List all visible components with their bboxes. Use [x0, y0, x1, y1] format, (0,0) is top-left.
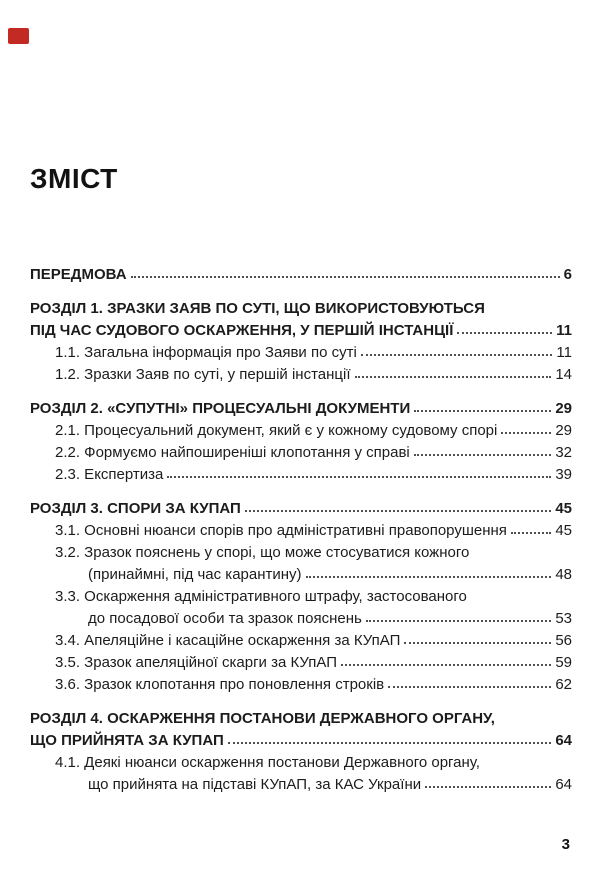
- dot-leader: [388, 686, 551, 688]
- toc-entry-label: (принаймні, під час карантину): [88, 566, 302, 583]
- toc-entry: [30, 627, 572, 649]
- toc-entry-label: ПЕРЕДМОВА: [30, 266, 127, 283]
- toc-entry-line: [30, 295, 572, 317]
- dot-leader: [361, 354, 553, 356]
- dot-leader: [167, 476, 551, 478]
- toc-entry: [30, 339, 572, 361]
- toc-page-number: 29: [555, 422, 572, 439]
- toc-entry-line: [30, 649, 572, 671]
- dot-leader: [404, 642, 551, 644]
- toc-entry-label: 2.2. Формуємо найпоширеніші клопотання у справі: [55, 444, 410, 461]
- toc-page-number: 62: [555, 676, 572, 693]
- dot-leader: [131, 276, 560, 278]
- toc-entry: [30, 671, 572, 693]
- toc-entry: [30, 461, 572, 483]
- toc-entry-line: [30, 771, 572, 793]
- toc-entry-line: [30, 361, 572, 383]
- toc-page-number: 64: [555, 776, 572, 793]
- toc-entry: [30, 417, 572, 439]
- toc-entry-label: 1.2. Зразки Заяв по суті, у першій інстанції: [55, 366, 351, 383]
- toc-entry-label: що прийнята на підставі КУпАП, за КАС України: [88, 776, 422, 793]
- toc-page-number: 11: [556, 322, 572, 339]
- dot-leader: [414, 454, 552, 456]
- toc-entry-label: 2.1. Процесуальний документ, який є у кожному судовому спорі: [55, 422, 498, 439]
- toc-entry-line: [30, 417, 572, 439]
- toc-entry-label: 3.3. Оскарження адміністративного штрафу, застосованого: [55, 588, 467, 605]
- toc-entry-line: [30, 395, 572, 417]
- toc-entry: [30, 295, 572, 339]
- toc-page-number: 11: [556, 344, 572, 361]
- toc-entry: [30, 395, 572, 417]
- toc-entry-line: [30, 461, 572, 483]
- toc-entry-label: 1.1. Загальна інформація про Заяви по суті: [55, 344, 357, 361]
- toc-entry-line: [30, 727, 572, 749]
- toc-entry: [30, 495, 572, 517]
- dot-leader: [306, 576, 552, 578]
- toc-entry-label: 3.5. Зразок апеляційної скарги за КУпАП: [55, 654, 337, 671]
- toc-entry-line: [30, 439, 572, 461]
- toc-page-number: 29: [555, 400, 572, 417]
- folio-page-number: 3: [561, 836, 570, 853]
- dot-leader: [511, 532, 551, 534]
- toc-page-number: 32: [555, 444, 572, 461]
- dot-leader: [245, 510, 552, 512]
- dot-leader: [414, 410, 551, 412]
- toc-entry-line: [30, 749, 572, 771]
- toc-entry-line: [30, 705, 572, 727]
- toc-entry-line: [30, 561, 572, 583]
- dot-leader: [457, 332, 552, 334]
- toc-page-number: 64: [555, 732, 572, 749]
- toc-entry-label: 4.1. Деякі нюанси оскарження постанови Державного органу,: [55, 754, 480, 771]
- toc-entry: [30, 539, 572, 583]
- toc-entry-line: [30, 539, 572, 561]
- toc-page-number: 39: [555, 466, 572, 483]
- dot-leader: [355, 376, 552, 378]
- toc-entry-label: РОЗДІЛ 2. «СУПУТНІ» ПРОЦЕСУАЛЬНІ ДОКУМЕНТИ: [30, 400, 411, 417]
- table-of-contents: [30, 261, 572, 793]
- toc-entry-label: ПІД ЧАС СУДОВОГО ОСКАРЖЕННЯ, У ПЕРШІЙ ІНСТАНЦІЇ: [30, 322, 454, 339]
- toc-page-number: 14: [555, 366, 572, 383]
- toc-entry-label: РОЗДІЛ 3. СПОРИ ЗА КУПАП: [30, 500, 241, 517]
- toc-entry-label: 3.6. Зразок клопотання про поновлення строків: [55, 676, 385, 693]
- toc-entry-label: до посадової особи та зразок пояснень: [88, 610, 362, 627]
- toc-page-number: 56: [555, 632, 572, 649]
- red-corner-mark: [8, 28, 29, 44]
- toc-entry-line: [30, 339, 572, 361]
- page-title: ЗМІСТ: [30, 163, 118, 194]
- dot-leader: [425, 786, 551, 788]
- toc-entry-label: 3.1. Основні нюанси спорів про адміністративні правопорушення: [55, 522, 507, 539]
- dot-leader: [501, 432, 551, 434]
- toc-entry: [30, 261, 572, 283]
- toc-entry: [30, 705, 572, 749]
- dot-leader: [228, 742, 552, 744]
- toc-entry-line: [30, 261, 572, 283]
- toc-entry: [30, 361, 572, 383]
- toc-entry-label: РОЗДІЛ 1. ЗРАЗКИ ЗАЯВ ПО СУТІ, ЩО ВИКОРИСТОВУЮТЬСЯ: [30, 300, 485, 317]
- toc-page-number: 59: [555, 654, 572, 671]
- toc-entry-line: [30, 671, 572, 693]
- toc-entry-line: [30, 627, 572, 649]
- toc-page-number: 48: [555, 566, 572, 583]
- toc-page-number: 45: [555, 522, 572, 539]
- toc-entry-line: [30, 583, 572, 605]
- toc-entry-label: 2.3. Експертиза: [55, 466, 164, 483]
- toc-page-number: 6: [563, 266, 572, 283]
- toc-entry-label: 3.2. Зразок пояснень у спорі, що може стосуватися кожного: [55, 544, 470, 561]
- toc-page-number: 45: [555, 500, 572, 517]
- toc-entry: [30, 749, 572, 793]
- toc-entry: [30, 649, 572, 671]
- dot-leader: [341, 664, 551, 666]
- toc-entry-line: [30, 495, 572, 517]
- toc-entry-label: РОЗДІЛ 4. ОСКАРЖЕННЯ ПОСТАНОВИ ДЕРЖАВНОГО ОРГАНУ,: [30, 710, 495, 727]
- toc-entry-label: 3.4. Апеляційне і касаційне оскарження за КУпАП: [55, 632, 401, 649]
- toc-entry-label: ЩО ПРИЙНЯТА ЗА КУПАП: [30, 732, 224, 749]
- toc-page-number: 53: [555, 610, 572, 627]
- dot-leader: [366, 620, 551, 622]
- toc-entry: [30, 517, 572, 539]
- toc-entry: [30, 583, 572, 627]
- toc-entry: [30, 439, 572, 461]
- toc-entry-line: [30, 605, 572, 627]
- toc-entry-line: [30, 517, 572, 539]
- toc-entry-line: [30, 317, 572, 339]
